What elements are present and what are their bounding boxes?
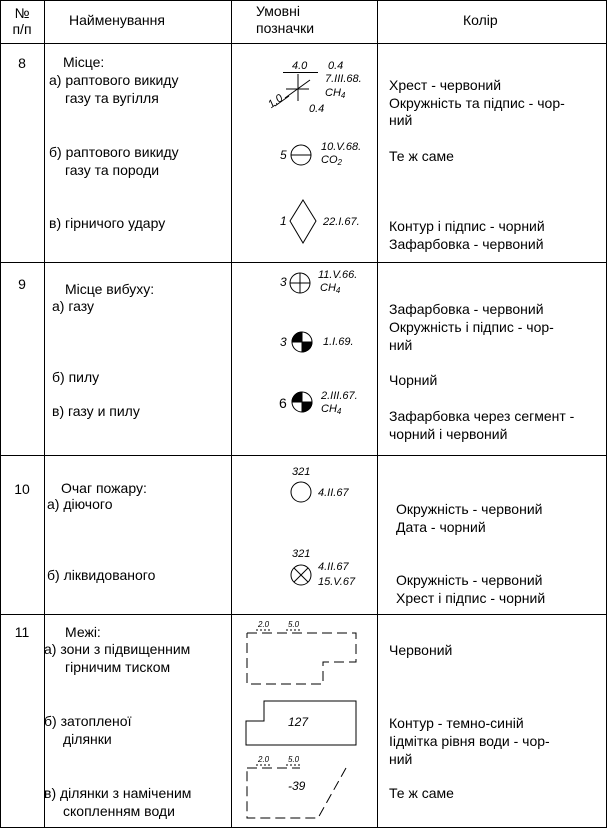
color-note: Зафарбовка - червоний xyxy=(389,301,544,317)
symbol-gas: $CH_4$ xyxy=(320,282,341,295)
symbol-date: 2.III.67. xyxy=(321,390,358,402)
item-label: а) раптового викиду xyxy=(49,72,179,88)
color-note: Дата - чорний xyxy=(396,519,486,535)
color-note: Те ж саме xyxy=(389,785,454,801)
item-label: а) зони з підвищенним xyxy=(44,641,191,657)
symbol-dimension: 2.0 xyxy=(258,620,270,629)
symbol-number: 321 xyxy=(292,548,311,560)
item-label: скопленням води xyxy=(63,803,175,819)
header-num-line2: п/п xyxy=(12,21,32,37)
symbol-number: 3 xyxy=(280,275,287,289)
header-symbols-line2: позначки xyxy=(256,20,315,36)
symbol-date: 7.III.68. xyxy=(325,73,362,85)
color-note: Окружність та підпис - чор- xyxy=(389,95,565,111)
color-note: Чорний xyxy=(389,372,438,388)
item-label: гірничим тиском xyxy=(65,659,171,675)
color-note: Контур - темно-синій xyxy=(389,715,524,731)
row-title: Місце вибуху: xyxy=(65,281,155,297)
row-title: Місце: xyxy=(63,54,105,70)
row-number: 9 xyxy=(18,276,26,292)
item-label: а) діючого xyxy=(47,496,113,512)
color-note: Іідмітка рівня води - чор- xyxy=(389,733,550,749)
color-note: Окружність - червоний xyxy=(396,572,543,588)
symbol-number: 321 xyxy=(292,466,311,478)
color-note: Хрест і підпис - чорний xyxy=(396,590,546,606)
item-label: газу та породи xyxy=(65,162,160,178)
symbol-number: 3 xyxy=(280,335,287,349)
row-number: 10 xyxy=(14,481,30,497)
symbol-date: 22.I.67. xyxy=(323,216,360,228)
color-note: ний xyxy=(389,112,413,128)
row-number: 8 xyxy=(18,55,26,71)
symbol-number: 6 xyxy=(279,395,287,411)
header-symbols-line1: Умовні xyxy=(256,3,300,19)
color-note: Контур і підпис - чорний xyxy=(389,218,545,234)
item-label: а) газу xyxy=(52,298,95,314)
symbol-dimension: 5.0 xyxy=(288,620,300,629)
item-label: б) раптового викиду xyxy=(49,144,179,160)
symbol-dimension: 0.4 xyxy=(328,60,344,72)
item-label: газу та вугілля xyxy=(65,90,159,106)
color-note: чорний і червоний xyxy=(389,426,508,442)
symbol-label: 127 xyxy=(288,715,309,729)
row-number: 11 xyxy=(14,624,30,640)
symbol-label: -39 xyxy=(288,779,306,793)
color-note: Окружність і підпис - чор- xyxy=(389,319,554,335)
item-label: б) ліквидованого xyxy=(47,567,156,583)
item-label: ділянки xyxy=(63,731,112,747)
symbol-date: 1.I.69. xyxy=(323,336,354,348)
water-accumulation-symbol xyxy=(247,768,346,818)
color-note: Червоний xyxy=(389,642,453,658)
symbol-dimension: 4.0 xyxy=(292,60,308,72)
symbol-date: 15.V.67 xyxy=(318,576,356,588)
item-label: в) ділянки з наміченим xyxy=(44,785,192,801)
symbol-number: 1 xyxy=(280,214,287,228)
color-note: ний xyxy=(389,337,413,353)
symbol-dimension: 1.0 xyxy=(266,92,286,111)
symbol-date: 10.V.68. xyxy=(321,141,362,153)
symbol-date: 4.II.67 xyxy=(318,487,349,499)
symbol-gas: $CO_2$ xyxy=(321,154,342,167)
color-note: Окружність - червоний xyxy=(396,501,543,517)
color-note: Зафарбовка - червоний xyxy=(389,236,544,252)
symbol-date: 4.II.67 xyxy=(318,561,349,573)
symbol-gas: $CH_4$ xyxy=(321,403,342,416)
symbol-date: 11.V.66. xyxy=(318,269,358,281)
high-pressure-zone-symbol xyxy=(247,633,356,684)
item-label: в) гірничого удару xyxy=(49,215,166,231)
color-note: Те ж саме xyxy=(389,148,454,164)
symbol-dimension: 0.4 xyxy=(309,103,325,115)
header-name: Найменування xyxy=(69,12,165,28)
symbol-gas: $CH_4$ xyxy=(325,87,346,100)
item-label: в) газу и пилу xyxy=(52,403,140,419)
symbol-number: 5 xyxy=(280,148,287,162)
row-title: Очаг пожару: xyxy=(61,480,147,496)
color-note: ний xyxy=(389,751,413,767)
symbol-dimension: 2.0 xyxy=(258,755,270,764)
color-note: Зафарбовка через сегмент - xyxy=(389,408,575,424)
symbol-dimension: 5.0 xyxy=(288,755,300,764)
color-note: Хрест - червоний xyxy=(389,77,502,93)
header-num-line1: № xyxy=(14,5,30,21)
item-label: б) пилу xyxy=(52,369,100,385)
item-label: б) затопленої xyxy=(44,713,132,729)
header-color: Колір xyxy=(463,12,498,28)
row-title: Межі: xyxy=(65,624,101,640)
